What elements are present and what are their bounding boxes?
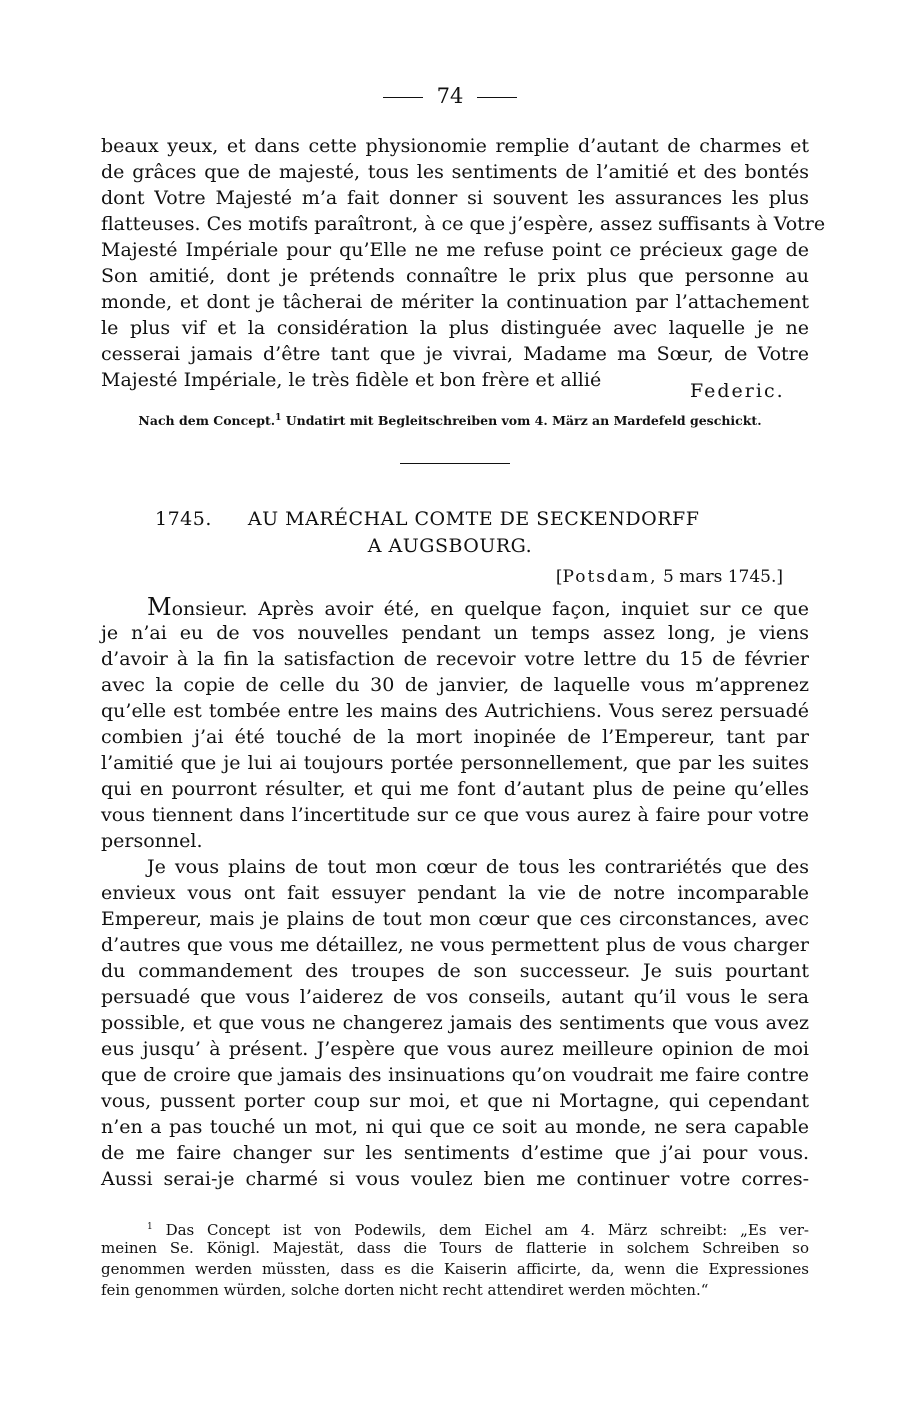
text-line: Empereur, mais je plains de tout mon cœur que ces circonstances, avec bbox=[101, 908, 809, 930]
text-line: cesserai jamais d’être tant que je vivrai, Madame ma Sœur, de Votre bbox=[101, 343, 809, 365]
source-note-label: Nach dem Concept. bbox=[138, 413, 276, 429]
page-number-dash-right bbox=[477, 97, 517, 98]
text-line: que de croire que jamais des insinuations qu’on voudrait me faire contre bbox=[101, 1064, 809, 1086]
footnote-line: fein genommen würden, solche dorten nicht recht attendiret werden möchten.“ bbox=[101, 1281, 709, 1299]
section-divider bbox=[400, 463, 510, 464]
text-line: d’autres que vous me détaillez, ne vous permettent plus de vous charger bbox=[101, 934, 809, 956]
text-line: Majesté Impériale pour qu’Elle ne me refuse point ce précieux gage de bbox=[101, 239, 809, 261]
text-line: eus jusqu’ à présent. J’espère que vous aurez meilleure opinion de moi bbox=[101, 1038, 809, 1060]
signature: Federic. bbox=[690, 380, 785, 402]
text-line: qui en pourront résulter, et qui me font d’autant plus de peine qu’elles bbox=[101, 778, 809, 800]
text-line: persuadé que vous l’aiderez de vos conseils, autant qu’il vous le sera bbox=[101, 986, 809, 1008]
footnote-line-text: Das Concept ist von Podewils, dem Eichel am 4. März schreibt: „Es ver- bbox=[165, 1221, 809, 1239]
footnote bbox=[101, 1217, 809, 1301]
text-line: monde, et dont je tâcherai de mériter la continuation par l’attachement bbox=[101, 291, 809, 313]
dateline bbox=[556, 567, 783, 587]
footnote-line: meinen Se. Königl. Majestät, dass die Tours de flatterie in solchem Schreiben so bbox=[101, 1239, 809, 1257]
letter1-body bbox=[101, 133, 826, 393]
footnote-ref: 1 bbox=[275, 413, 282, 423]
footnote-line bbox=[101, 1217, 809, 1238]
dateline-date: 5 mars 1745.] bbox=[662, 567, 783, 587]
footnote-line: genommen werden müssten, dass es die Kaiserin afficirte, da, wenn die Expressiones bbox=[101, 1260, 809, 1278]
letter-location: A AUGSBOURG. bbox=[367, 535, 533, 557]
text-line bbox=[101, 594, 809, 620]
text-line: personnel. bbox=[101, 830, 203, 852]
text-line: de grâces que de majesté, tous les sentiments de l’amitié et des bontés bbox=[101, 161, 809, 183]
text-line: dont Votre Majesté m’a fait donner si souvent les assurances les plus bbox=[101, 187, 809, 209]
source-note-text: Undatirt mit Begleitschreiben vom 4. März an Mardefeld geschickt. bbox=[285, 413, 762, 429]
text-line: vous, pussent porter coup sur moi, et que ni Mortagne, qui cependant bbox=[101, 1090, 809, 1112]
text-line: flatteuses. Ces motifs paraîtront, à ce que j’espère, assez suffisants à Votre bbox=[101, 213, 826, 235]
text-line: d’avoir à la fin la satisfaction de recevoir votre lettre du 15 de février bbox=[101, 648, 809, 670]
text-line: Aussi serai-je charmé si vous voulez bien me continuer votre corres- bbox=[101, 1168, 809, 1190]
page-number bbox=[0, 84, 900, 108]
letter-recipient: AU MARÉCHAL COMTE DE SECKENDORFF bbox=[247, 508, 700, 530]
text-line: avec la copie de celle du 30 de janvier, de laquelle vous m’apprenez bbox=[101, 674, 809, 696]
text-line: possible, et que vous ne changerez jamais des sentiments que vous avez bbox=[101, 1012, 809, 1034]
text-line: n’en a pas touché un mot, ni qui que ce soit au monde, ne sera capable bbox=[101, 1116, 809, 1138]
text-line: du commandement des troupes de son successeur. Je suis pourtant bbox=[101, 960, 809, 982]
dateline-bracket: [ bbox=[555, 567, 563, 587]
text-line: Majesté Impériale, le très fidèle et bon frère et allié bbox=[101, 369, 602, 391]
text-line: l’amitié que je lui ai toujours portée personnellement, que par les suites bbox=[101, 752, 809, 774]
text-line: qu’elle est tombée entre les mains des Autrichiens. Vous serez persuadé bbox=[101, 700, 809, 722]
letter-year: 1745. bbox=[155, 508, 212, 530]
text-line: vous tiennent dans l’incertitude sur ce que vous aurez à faire pour votre bbox=[101, 804, 809, 826]
initial-letter: M bbox=[147, 593, 172, 621]
text-line: combien j’ai été touché de la mort inopinée de l’Empereur, tant par bbox=[101, 726, 809, 748]
page-number-dash-left bbox=[383, 97, 423, 98]
letter2-body bbox=[101, 594, 809, 1192]
text-line: je n’ai eu de vos nouvelles pendant un temps assez long, je viens bbox=[101, 622, 809, 644]
text-line: Je vous plains de tout mon cœur de tous les contrariétés que des bbox=[147, 856, 809, 878]
text-line: beaux yeux, et dans cette physionomie remplie d’autant de charmes et bbox=[101, 135, 809, 157]
text-line: le plus vif et la considération la plus distinguée avec laquelle je ne bbox=[101, 317, 809, 339]
footnote-marker: 1 bbox=[147, 1222, 153, 1232]
text-line: envieux vous ont fait essuyer pendant la vie de notre incomparable bbox=[101, 882, 809, 904]
page-number-text: 74 bbox=[436, 84, 464, 108]
text-line: Son amitié, dont je prétends connaître le prix plus que personne au bbox=[101, 265, 809, 287]
text-line: de me faire changer sur les sentiments d’estime que j’ai pour vous. bbox=[101, 1142, 809, 1164]
text-line-content: onsieur. Après avoir été, en quelque façon, inquiet sur ce que bbox=[171, 598, 809, 620]
letter-heading bbox=[155, 508, 699, 530]
source-note bbox=[0, 413, 900, 428]
dateline-place: Potsdam, bbox=[562, 567, 658, 587]
